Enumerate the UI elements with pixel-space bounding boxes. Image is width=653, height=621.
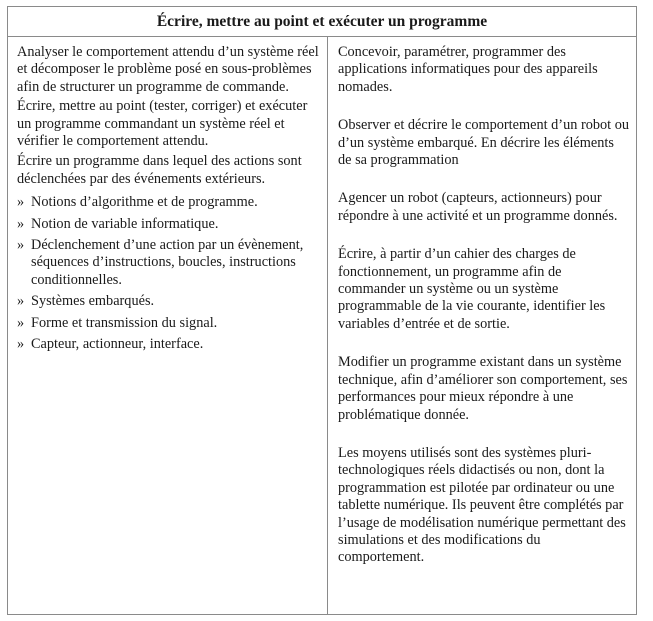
right-paragraph: Observer et décrire le comportement d’un robot ou d’un système embarqué. En décrire les éléments de sa programmation [338,117,629,169]
curriculum-table [7,6,637,615]
list-item [17,216,319,233]
right-paragraph: Modifier un programme existant dans un système technique, afin d’améliorer son comportement, ses performances pour mieux répondre à une problématique donnée. [338,354,628,423]
list-item-text: Notions d’algorithme et de programme. [31,194,258,211]
bullet-mark: » [17,314,25,331]
list-item-text: Déclenchement d’une action par un évènement, séquences d’instructions, boucles, instructions conditionnelles. [31,237,304,288]
right-paragraph: Les moyens utilisés sont des systèmes pluri-technologiques réels didactisés ou non, dont la programmation est pilotée par ordinateur ou une tablette numérique. Ils peuvent être complétés par l’usage de modélisation numérique permettant des simulations et des modifications du comportement. [338,444,626,566]
right-paragraph: Agencer un robot (capteurs, actionneurs) pour répondre à une activité et un programme donnés. [338,190,618,224]
left-column [8,37,328,615]
list-item [17,293,319,310]
list-item-text: Systèmes embarqués. [31,293,155,310]
right-column [328,37,636,615]
right-paragraph: Écrire, à partir d’un cahier des charges de fonctionnement, un programme afin de commander un système ou un système programmable de la vie courante, identifier les variables d’entrée et de sortie. [338,246,606,332]
bullet-mark: » [17,293,25,310]
bullet-mark: » [17,336,25,353]
knowledge-list [17,194,319,353]
list-item [17,315,319,332]
left-paragraph: Analyser le comportement attendu d’un système réel et décomposer le problème posé en sous-problèmes afin de structurer un programme de commande. [17,44,319,95]
bullet-mark: » [17,194,25,211]
table-title: Écrire, mettre au point et exécuter un programme [8,7,636,37]
bullet-mark: » [17,215,25,232]
list-item-text: Capteur, actionneur, interface. [31,336,204,353]
bullet-mark: » [17,237,25,254]
right-paragraph: Concevoir, paramétrer, programmer des applications informatiques pour des appareils nomades. [338,44,598,95]
left-paragraph: Écrire un programme dans lequel des actions sont déclenchées par des événements extérieurs. [17,153,302,187]
list-item-text: Notion de variable informatique. [31,215,219,232]
table-body-row [8,37,636,615]
list-item [17,194,319,211]
list-item [17,237,319,289]
list-item-text: Forme et transmission du signal. [31,314,218,331]
left-paragraph: Écrire, mettre au point (tester, corriger) et exécuter un programme commandant un système réel et vérifier le comportement attendu. [17,98,308,150]
list-item [17,336,319,353]
